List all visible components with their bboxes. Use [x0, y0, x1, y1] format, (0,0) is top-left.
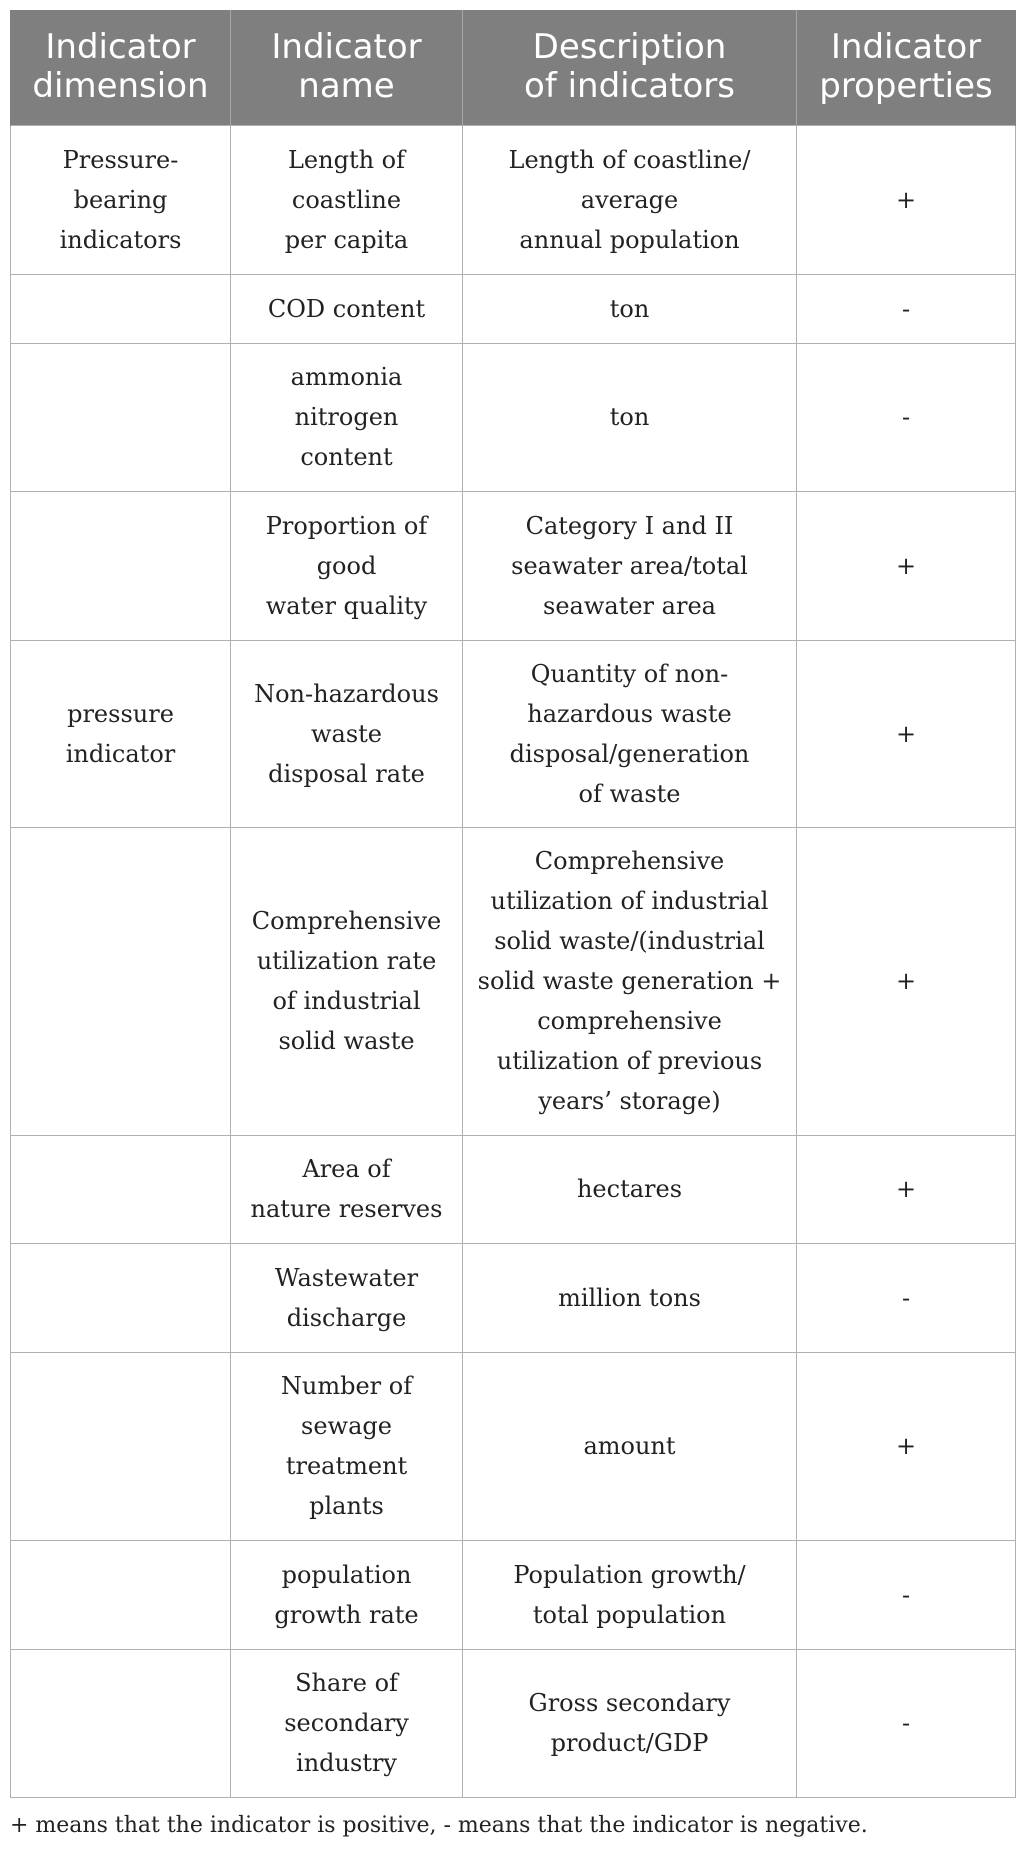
- cell-name: Share of secondary industry: [231, 1649, 463, 1797]
- table-row: [11, 827, 1016, 1135]
- table-row: [11, 1540, 1016, 1649]
- cell-property: -: [797, 1649, 1016, 1797]
- cell-dimension: [11, 1649, 231, 1797]
- cell-name: Proportion of good water quality: [231, 491, 463, 640]
- table-header: [11, 10, 1016, 125]
- cell-name: Wastewater discharge: [231, 1243, 463, 1352]
- cell-property: +: [797, 491, 1016, 640]
- cell-property: -: [797, 343, 1016, 491]
- cell-description: Category I and II seawater area/total seawater area: [463, 491, 797, 640]
- table-row: [11, 1243, 1016, 1352]
- table-row: [11, 491, 1016, 640]
- cell-description: Quantity of non- hazardous waste disposal/generation of waste: [463, 640, 797, 827]
- table-row: [11, 1649, 1016, 1797]
- cell-description: amount: [463, 1352, 797, 1540]
- indicator-table: [10, 10, 1016, 1798]
- cell-name: population growth rate: [231, 1540, 463, 1649]
- table-footnote: + means that the indicator is positive, - means that the indicator is negative.: [10, 1813, 868, 1838]
- cell-property: +: [797, 1135, 1016, 1243]
- cell-description: ton: [463, 274, 797, 343]
- table-row: [11, 1352, 1016, 1540]
- cell-property: -: [797, 1540, 1016, 1649]
- table-row: [11, 640, 1016, 827]
- cell-name: Comprehensive utilization rate of industrial solid waste: [231, 827, 463, 1135]
- header-indicator-name: Indicator name: [231, 10, 463, 125]
- cell-property: +: [797, 827, 1016, 1135]
- cell-dimension: Pressure- bearing indicators: [11, 125, 231, 274]
- cell-description: Population growth/ total population: [463, 1540, 797, 1649]
- cell-name: Number of sewage treatment plants: [231, 1352, 463, 1540]
- indicator-table-container: [10, 10, 1015, 1798]
- cell-property: +: [797, 125, 1016, 274]
- header-indicator-properties: Indicator properties: [797, 10, 1016, 125]
- cell-property: +: [797, 1352, 1016, 1540]
- cell-name: Non-hazardous waste disposal rate: [231, 640, 463, 827]
- cell-dimension: pressure indicator: [11, 640, 231, 827]
- table-row: [11, 125, 1016, 274]
- cell-description: million tons: [463, 1243, 797, 1352]
- cell-description: hectares: [463, 1135, 797, 1243]
- cell-name: COD content: [231, 274, 463, 343]
- header-description: Description of indicators: [463, 10, 797, 125]
- cell-description: ton: [463, 343, 797, 491]
- cell-dimension: [11, 1135, 231, 1243]
- cell-dimension: [11, 274, 231, 343]
- header-row: [11, 10, 1016, 125]
- cell-property: -: [797, 1243, 1016, 1352]
- cell-description: Gross secondary product/GDP: [463, 1649, 797, 1797]
- table-row: [11, 1135, 1016, 1243]
- cell-description: Comprehensive utilization of industrial solid waste/(industrial solid waste generation + comprehensive utilization of previous years’ storage): [463, 827, 797, 1135]
- cell-name: Length of coastline per capita: [231, 125, 463, 274]
- cell-dimension: [11, 1352, 231, 1540]
- cell-name: ammonia nitrogen content: [231, 343, 463, 491]
- table-row: [11, 343, 1016, 491]
- header-indicator-dimension: Indicator dimension: [11, 10, 231, 125]
- cell-dimension: [11, 1243, 231, 1352]
- table-row: [11, 274, 1016, 343]
- cell-dimension: [11, 343, 231, 491]
- cell-property: -: [797, 274, 1016, 343]
- cell-description: Length of coastline/ average annual population: [463, 125, 797, 274]
- cell-name: Area of nature reserves: [231, 1135, 463, 1243]
- cell-dimension: [11, 491, 231, 640]
- table-body: [11, 125, 1016, 1797]
- cell-dimension: [11, 1540, 231, 1649]
- cell-property: +: [797, 640, 1016, 827]
- cell-dimension: [11, 827, 231, 1135]
